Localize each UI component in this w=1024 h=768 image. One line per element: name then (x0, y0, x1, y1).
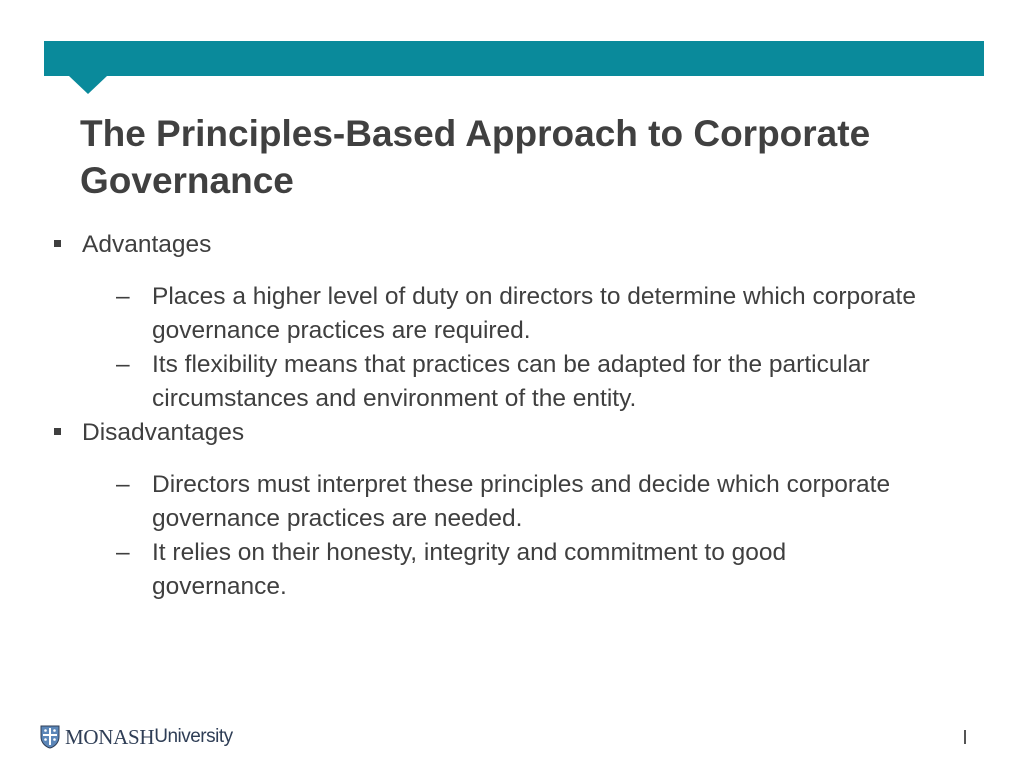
slide-title: The Principles-Based Approach to Corporate Governance (80, 113, 871, 201)
list-item (52, 280, 922, 348)
dash-bullet: – (116, 539, 130, 566)
header-band-notch (69, 76, 107, 94)
list-item (52, 468, 922, 536)
bullet-disadvantages (52, 416, 952, 450)
header-band (44, 41, 984, 76)
advantages-list (52, 280, 952, 416)
dash-bullet: – (116, 471, 130, 498)
dash-bullet: – (116, 351, 130, 378)
monash-logo (40, 723, 233, 751)
list-item-text: Its flexibility means that practices can be adapted for the particular circumstances and environment of the entity. (152, 351, 870, 412)
list-item-text: It relies on their honesty, integrity and commitment to good governance. (152, 539, 787, 600)
square-bullet-icon (54, 240, 61, 247)
page-number-mark (964, 730, 966, 744)
square-bullet-icon (54, 428, 61, 435)
bullet-heading: Advantages (82, 231, 212, 258)
list-item (52, 348, 922, 416)
dash-bullet: – (116, 283, 130, 310)
bullet-advantages (52, 228, 952, 262)
list-item (52, 536, 922, 604)
bullet-heading: Disadvantages (82, 419, 245, 446)
university-crest-icon (40, 725, 60, 749)
list-item-text: Places a higher level of duty on directors to determine which corporate governance practices are required. (152, 283, 916, 344)
slide-body (52, 228, 952, 604)
list-item-text: Directors must interpret these principles and decide which corporate governance practices are needed. (152, 471, 891, 532)
disadvantages-list (52, 468, 952, 604)
logo-text-bold: MONASH (65, 724, 155, 749)
logo-text-regular: University (154, 726, 233, 747)
